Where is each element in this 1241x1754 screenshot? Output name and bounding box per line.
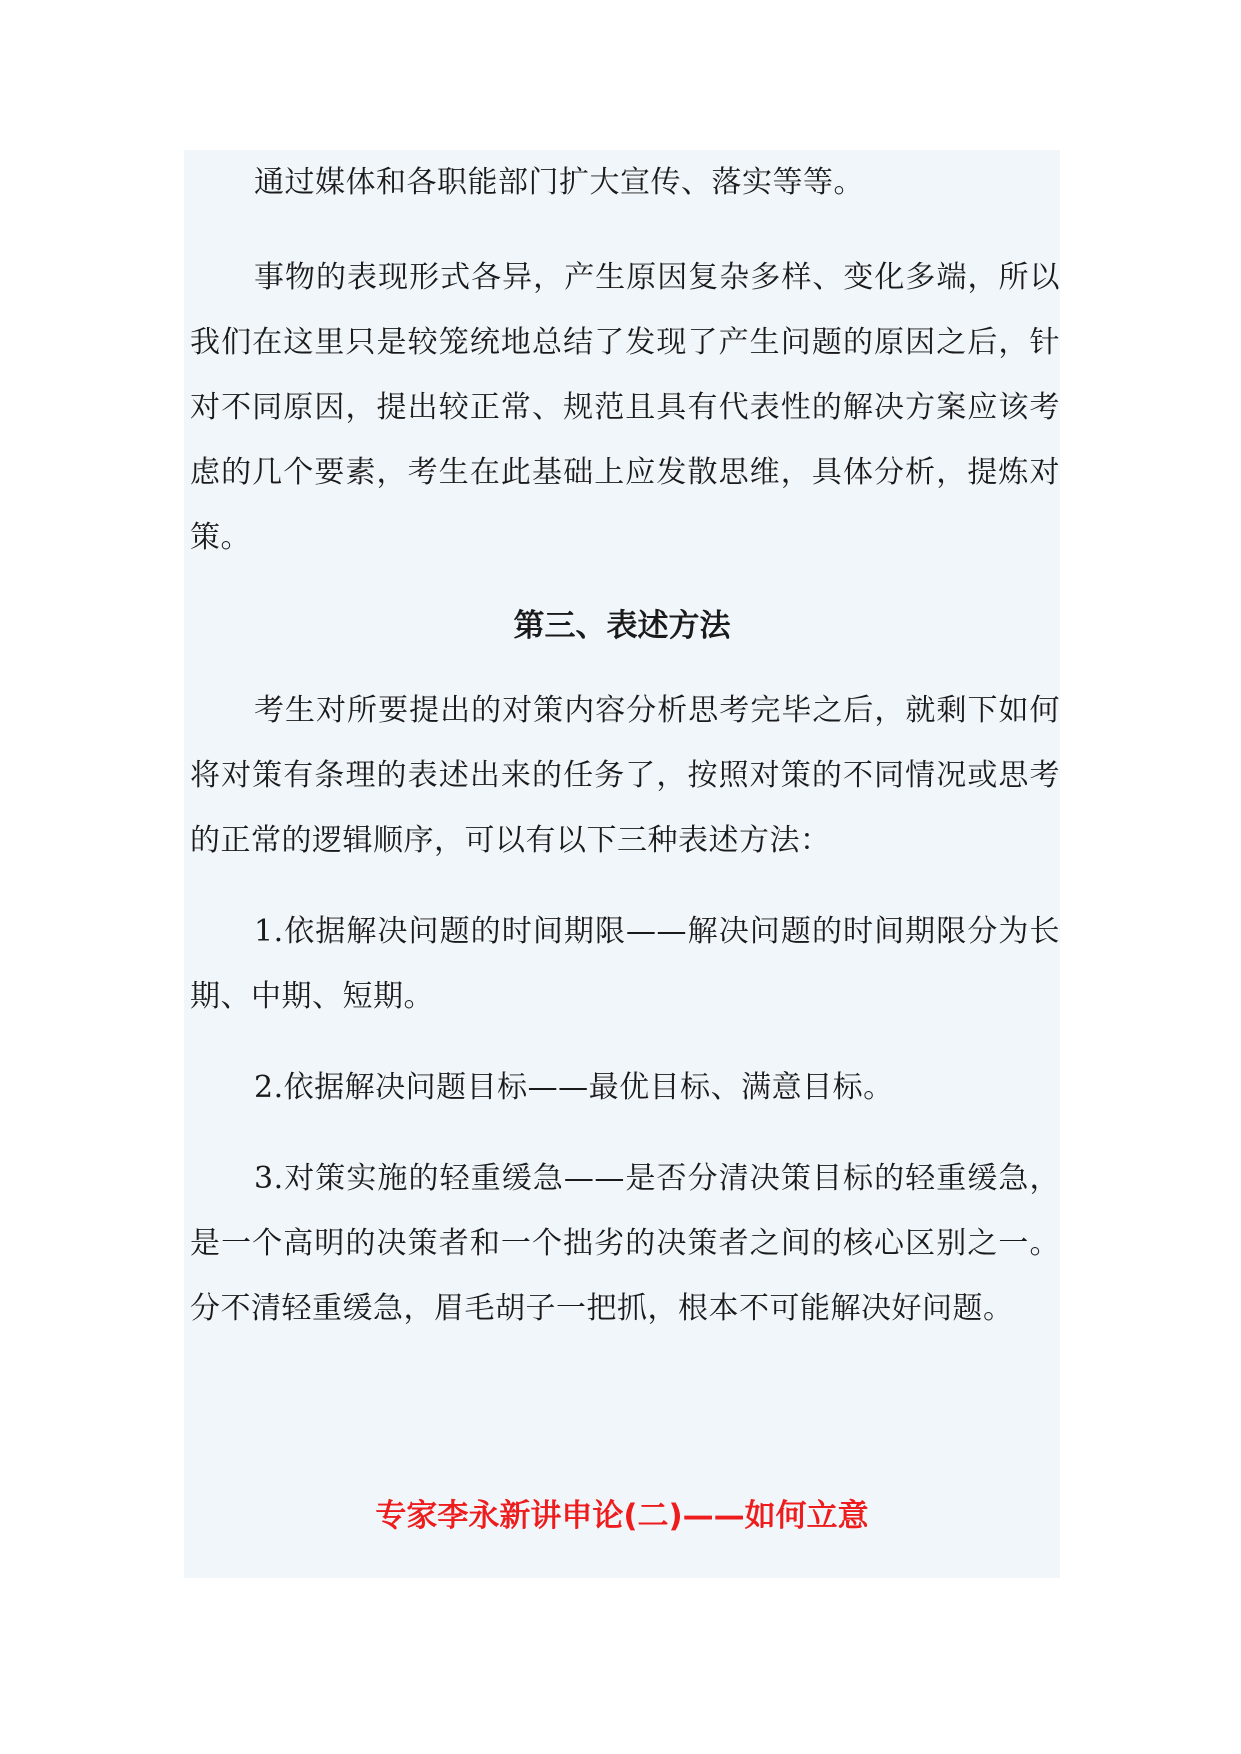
list-item-2: 2.依据解决问题目标——最优目标、满意目标。 xyxy=(254,1070,894,1105)
list-item-3: 3.对策实施的轻重缓急——是否分清决策目标的轻重缓急，是一个高明的决策者和一个拙劣的决策者之间的核心区别之一。分不清轻重缓急，眉毛胡子一把抓，根本不可能解决好问题。 xyxy=(190,1161,1060,1326)
paragraph-2: 事物的表现形式各异，产生原因复杂多样、变化多端，所以我们在这里只是较笼统地总结了发现了产生问题的原因之后，针对不同原因，提出较正常、规范且具有代表性的解决方案应该考虑的几个要素，考生在此基础上应发散思维，具体分析，提炼对策。 xyxy=(190,260,1060,555)
next-section-title: 专家李永新讲申论(二)——如何立意 xyxy=(375,1498,869,1534)
list-item-1: 1.依据解决问题的时间期限——解决问题的时间期限分为长期、中期、短期。 xyxy=(190,914,1060,1014)
section-heading: 第三、表述方法 xyxy=(513,608,731,644)
paragraph-1: 通过媒体和各职能部门扩大宣传、落实等等。 xyxy=(254,165,864,200)
section-paragraph-1: 考生对所要提出的对策内容分析思考完毕之后，就剩下如何将对策有条理的表述出来的任务了，按照对策的不同情况或思考的正常的逻辑顺序，可以有以下三种表述方法： xyxy=(190,693,1060,858)
